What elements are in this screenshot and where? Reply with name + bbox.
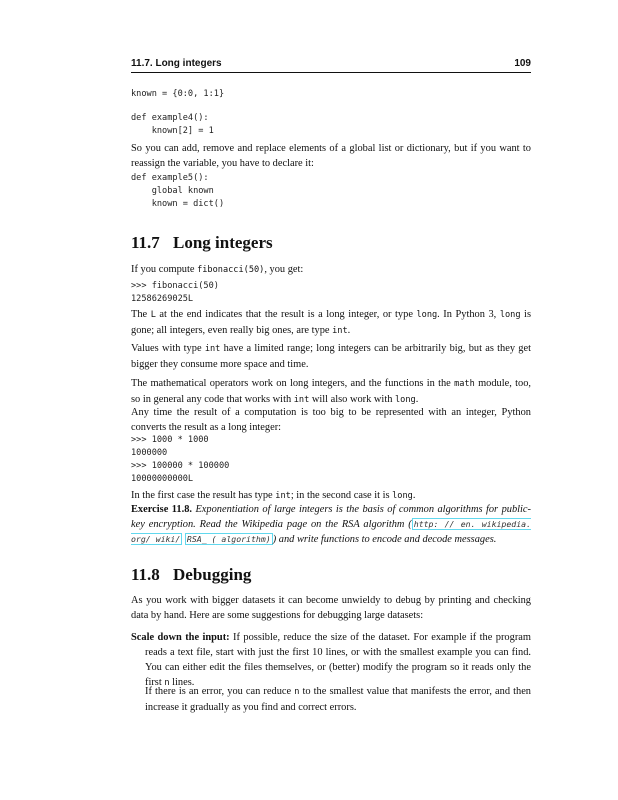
text: have a limited range; long integers can be arbitrarily big, but as they get bigger they consume more space and time. [131, 343, 531, 370]
text: If there is an error, you can reduce [145, 686, 295, 697]
text: . [347, 325, 351, 336]
inline-code: n [164, 678, 170, 688]
inline-code: long [499, 310, 521, 320]
code-line: 12586269025L [131, 294, 194, 304]
page-number: 109 [514, 58, 531, 69]
code-line: def example5(): [131, 173, 209, 183]
section-heading-long-integers [131, 233, 273, 253]
paragraph: Any time the result of a computation is too big to be represented with an integer, Python converts the result as a long integer: [131, 407, 531, 433]
wikipedia-link-part2[interactable]: RSA_ ( algorithm) [186, 534, 271, 544]
code-line: known[2] = 1 [131, 126, 214, 136]
text: . In Python 3, [437, 309, 500, 320]
inline-code: fibonacci(50) [197, 265, 265, 275]
inline-code: int [204, 344, 221, 354]
inline-code: int [332, 326, 348, 336]
code-line: known = {0:0, 1:1} [131, 89, 225, 99]
text: module, too, so in general any code that works with [131, 378, 531, 405]
code-line: known = dict() [131, 199, 225, 209]
section-title: Long integers [173, 233, 273, 252]
item-label: Scale down the input: [131, 632, 230, 643]
wikipedia-link-part1[interactable]: http: // en. wikipedia. org/ wiki/ [131, 519, 532, 544]
text: to the smallest value that manifests the error, and then increase it gradually as you find and correct errors. [145, 686, 532, 713]
running-header-title: 11.7. Long integers [131, 58, 222, 69]
text: , you get: [264, 264, 304, 275]
code-block-known [131, 89, 224, 99]
code-block-multiplication [131, 434, 229, 486]
text: lines. [169, 677, 195, 688]
text: ; in the second case it is [290, 490, 393, 501]
inline-code: n [294, 687, 300, 697]
text: at the end indicates that the result is a long integer, or type [155, 309, 417, 320]
paragraph [145, 684, 531, 715]
text: Exponentiation of large integers is the basis of common algorithms for public-key encryption. Read the Wikipedia page on the RSA algorithm ( [131, 504, 531, 530]
inline-code: math [454, 379, 475, 389]
section-title: Debugging [173, 565, 252, 584]
text: . [415, 394, 419, 405]
code-block-fibonacci [131, 280, 219, 306]
text: If possible, reduce the size of the dataset. For example if the program reads a text file, start with just the first 10 lines, or with the smallest example you can find. You can either edit the files themselves, or (better) modify the program so it reads only the first [145, 632, 531, 688]
code-block-example4 [131, 112, 214, 138]
code-line: 10000000000L [131, 474, 194, 484]
text: If you compute [131, 264, 198, 275]
text: Values with type [131, 343, 205, 354]
paragraph: As you work with bigger datasets it can become unwieldy to debug by printing and checking data by hand. Here are some suggestions for debugging large datasets: [131, 595, 531, 621]
list-item-scale-down-input [131, 630, 531, 691]
inline-code: long [392, 491, 413, 501]
code-line: 1000000 [131, 448, 168, 458]
paragraph [131, 307, 531, 339]
text: The mathematical operators work on long integers, and the functions in the [131, 378, 455, 389]
section-number: 11.7 [131, 233, 160, 252]
text: ) and write functions to encode and decode messages. [272, 534, 497, 545]
text: is gone; all integers, even really big ones, are type [131, 309, 531, 336]
exercise-label: Exercise 11.8. [131, 504, 192, 515]
inline-code: long [395, 395, 416, 405]
code-line: >>> fibonacci(50) [131, 281, 219, 291]
inline-code: int [275, 491, 291, 501]
text: will also work with [309, 394, 395, 405]
text: In the first case the result has type [131, 490, 276, 501]
code-line: def example4(): [131, 113, 209, 123]
code-line: >>> 1000 * 1000 [131, 435, 209, 445]
paragraph [131, 341, 531, 372]
paragraph [131, 262, 531, 278]
paragraph [131, 376, 531, 408]
header-rule [131, 72, 531, 73]
code-line: global known [131, 186, 214, 196]
section-heading-debugging [131, 565, 251, 585]
text: The [131, 309, 151, 320]
text: . [412, 490, 416, 501]
exercise-11-8 [131, 502, 531, 547]
inline-code: int [293, 395, 310, 405]
section-number: 11.8 [131, 565, 160, 584]
inline-code: L [150, 310, 156, 320]
code-block-example5 [131, 172, 224, 211]
paragraph: So you can add, remove and replace elements of a global list or dictionary, but if you want to reassign the variable, you have to declare it: [131, 143, 531, 169]
code-line: >>> 100000 * 100000 [131, 461, 230, 471]
inline-code: long [416, 310, 438, 320]
